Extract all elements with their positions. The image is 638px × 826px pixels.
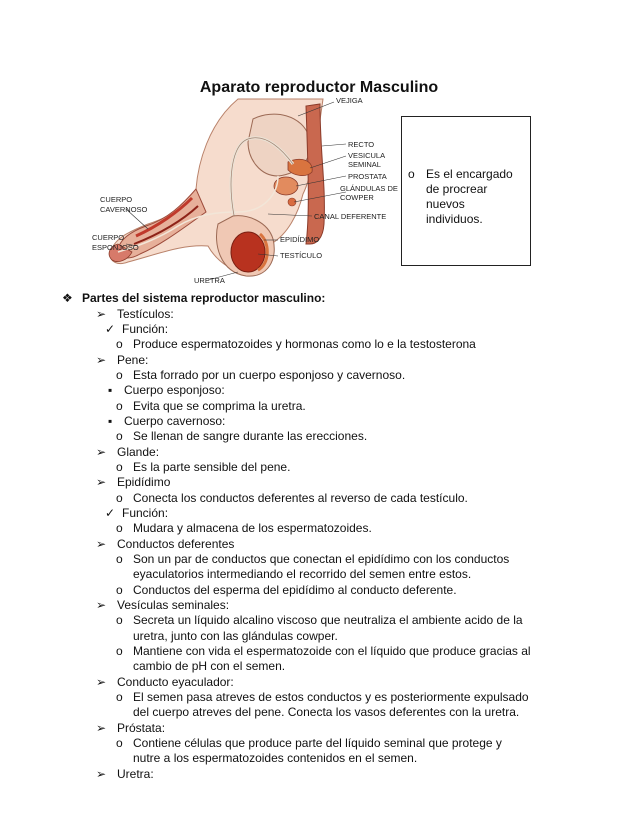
outline-text: del cuerpo atreves del pene. Conecta los vasos deferentes con la uretra. <box>133 705 520 719</box>
outline-text: Se llenan de sangre durante las erecciones. <box>133 429 368 443</box>
outline-text: Epidídimo <box>117 475 171 489</box>
definition-box <box>401 116 531 266</box>
box-text-line: Es el encargado <box>426 167 513 181</box>
outline-text: Función: <box>122 506 169 520</box>
bullet-marker: o <box>116 613 123 627</box>
bullet-marker: ➢ <box>96 675 107 689</box>
outline-text: Uretra: <box>117 767 154 781</box>
outline-text: nutre a los espermatozoides contenidos en el semen. <box>133 751 418 765</box>
label-cavernoso: CAVERNOSO <box>100 205 148 214</box>
outline-line <box>0 690 638 705</box>
outline-line <box>0 598 638 613</box>
bullet-marker: ➢ <box>96 767 107 781</box>
outline-line <box>0 475 638 490</box>
outline-line <box>0 460 638 475</box>
outline-line <box>0 675 638 690</box>
outline-text: eyaculatorios intermediando el recorrido del semen entre estos. <box>133 567 472 581</box>
outline-line <box>0 736 638 751</box>
outline-text: Conecta los conductos deferentes al reverso de cada testículo. <box>133 491 468 505</box>
outline-line <box>0 291 638 306</box>
outline-text: Próstata: <box>117 721 166 735</box>
bullet-marker: o <box>116 644 123 658</box>
label-glandulas: GLÁNDULAS DE <box>340 184 398 193</box>
bullet-marker: ➢ <box>96 537 107 551</box>
outline-line <box>0 613 638 628</box>
outline-line <box>0 491 638 506</box>
outline-text: Conducto eyaculador: <box>117 675 234 689</box>
bullet-marker: o <box>116 368 123 382</box>
outline-text: Mantiene con vida el espermatozoide con el líquido que produce gracias al <box>133 644 531 658</box>
bullet-marker: o <box>116 399 123 413</box>
label-vejiga: VEJIGA <box>336 96 363 105</box>
box-text-line: de procrear <box>426 182 488 196</box>
bullet-marker: ➢ <box>96 307 107 321</box>
bullet-marker: o <box>116 690 123 704</box>
box-text-line: nuevos <box>426 197 465 211</box>
outline-text: Es la parte sensible del pene. <box>133 460 291 474</box>
label-epididimo: EPIDÍDIMO <box>280 235 320 244</box>
bullet-marker: o <box>116 736 123 750</box>
outline-line <box>0 583 638 598</box>
label-uretra: URETRA <box>194 276 225 284</box>
box-text-line: individuos. <box>426 212 483 226</box>
outline-line <box>0 567 638 582</box>
label-recto: RECTO <box>348 140 375 149</box>
outline-line <box>0 399 638 414</box>
outline-line <box>0 337 638 352</box>
outline-line <box>0 445 638 460</box>
bullet-marker: ➢ <box>96 598 107 612</box>
bullet-marker: o <box>116 583 123 597</box>
outline-text: Partes del sistema reproductor masculino: <box>82 291 326 305</box>
label-seminal: SEMINAL <box>348 160 381 169</box>
bullet-marker: o <box>116 491 123 505</box>
bullet-marker: ✓ <box>105 506 116 520</box>
outline-line <box>0 414 638 429</box>
outline-line <box>0 629 638 644</box>
outline-text: Glande: <box>117 445 160 459</box>
outline-text: Conductos del esperma del epidídimo al conducto deferente. <box>133 583 457 597</box>
label-canal-deferente: CANAL DEFERENTE <box>314 212 387 221</box>
outline-line <box>0 368 638 383</box>
outline-text: Esta forrado por un cuerpo esponjoso y cavernoso. <box>133 368 406 382</box>
bullet-marker: ❖ <box>62 291 73 305</box>
bullet-marker: o <box>116 429 123 443</box>
outline-line <box>0 506 638 521</box>
bullet-marker: o <box>116 552 123 566</box>
bullet-marker: ➢ <box>96 445 107 459</box>
page-title: Aparato reproductor Masculino <box>199 79 439 96</box>
outline-text: Cuerpo cavernoso: <box>124 414 226 428</box>
outline-text: Secreta un líquido alcalino viscoso que neutraliza el ambiente acido de la <box>133 613 523 627</box>
outline-line <box>0 552 638 567</box>
bullet-marker: o <box>116 460 123 474</box>
bullet-marker: o <box>116 521 123 535</box>
outline-line <box>0 322 638 337</box>
outline-line <box>0 767 638 782</box>
outline-text: Mudara y almacena de los espermatozoides. <box>133 521 372 535</box>
outline-line <box>0 659 638 674</box>
bullet-marker: ▪ <box>108 383 113 397</box>
box-text <box>426 167 526 227</box>
outline-text: Cuerpo esponjoso: <box>124 383 225 397</box>
anatomy-figure <box>88 94 398 284</box>
outline-line <box>0 353 638 368</box>
outline-text: uretra, junto con las glándulas cowper. <box>133 629 338 643</box>
outline-text: Produce espermatozoides y hormonas como lo e la testosterona <box>133 337 476 351</box>
outline-line <box>0 705 638 720</box>
box-bullet: o <box>408 167 415 181</box>
outline-text: Función: <box>122 322 169 336</box>
bullet-marker: ▪ <box>108 414 113 428</box>
outline-text: Evita que se comprima la uretra. <box>133 399 306 413</box>
reproductive-system-illustration <box>88 94 398 284</box>
label-cuerpo-1: CUERPO <box>100 195 133 204</box>
label-cowper: COWPER <box>340 193 374 202</box>
outline-text: Pene: <box>117 353 149 367</box>
label-testiculo: TESTÍCULO <box>280 251 323 260</box>
bullet-marker: ➢ <box>96 475 107 489</box>
bullet-marker: ➢ <box>96 353 107 367</box>
outline-text: Testículos: <box>117 307 174 321</box>
outline-text: Son un par de conductos que conectan el epidídimo con los conductos <box>133 552 510 566</box>
outline-text: cambio de pH con el semen. <box>133 659 286 673</box>
label-esponjoso: ESPONJOSO <box>92 243 139 252</box>
bullet-marker: o <box>116 337 123 351</box>
outline-text: Conductos deferentes <box>117 537 235 551</box>
outline-text: Contiene células que produce parte del líquido seminal que protege y <box>133 736 502 750</box>
outline-line <box>0 307 638 322</box>
outline-line <box>0 383 638 398</box>
label-cuerpo-2: CUERPO <box>92 233 125 242</box>
bullet-marker: ➢ <box>96 721 107 735</box>
outline-line <box>0 537 638 552</box>
outline-line <box>0 644 638 659</box>
outline-text: El semen pasa atreves de estos conductos y es posteriormente expulsado <box>133 690 529 704</box>
label-vesicula: VESICULA <box>348 151 386 160</box>
outline-line <box>0 521 638 536</box>
outline-line <box>0 429 638 444</box>
outline-line <box>0 751 638 766</box>
bullet-marker: ✓ <box>105 322 116 336</box>
label-prostata: PROSTATA <box>348 172 387 181</box>
outline-text: Vesículas seminales: <box>117 598 230 612</box>
outline-line <box>0 721 638 736</box>
